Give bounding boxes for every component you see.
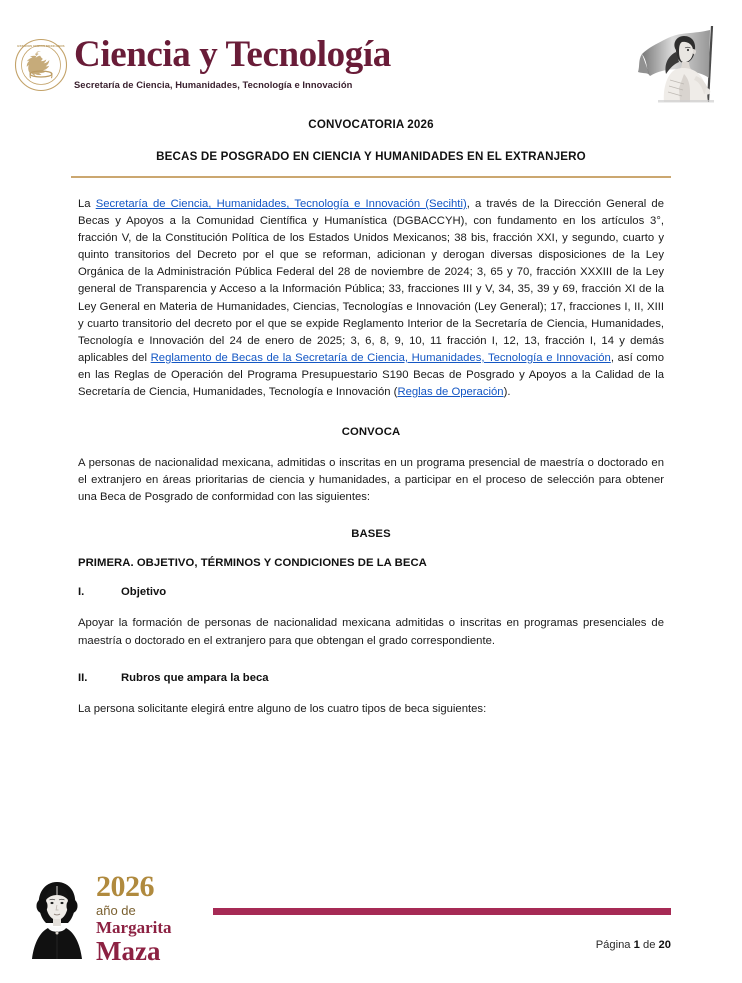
link-secihti[interactable]: Secretaría de Ciencia, Humanidades, Tecnología e Innovación (Secihti) xyxy=(95,198,467,210)
intro-paragraph xyxy=(78,196,664,401)
link-reglas-de-operacion[interactable]: Reglas de Operación xyxy=(397,386,504,399)
list-item-label: Objetivo xyxy=(121,586,167,599)
rubros-paragraph: La persona solicitante elegirá entre alguno de los cuatro tipos de beca siguientes: xyxy=(78,702,487,715)
link-reglamento-becas[interactable]: Reglamento de Becas de la Secretaría de Ciencia, Humanidades, Tecnología e Innovación xyxy=(150,351,611,364)
margarita-maza-branding xyxy=(26,869,172,967)
list-item-label: Rubros que ampara la beca xyxy=(121,671,269,684)
footer-anio-de: año de xyxy=(96,902,136,918)
document-title-block xyxy=(71,118,671,163)
svg-text:ESTADOS UNIDOS MEXICANOS: ESTADOS UNIDOS MEXICANOS xyxy=(17,44,65,49)
brand-wordmark-block xyxy=(74,34,391,91)
woman-with-flag-illustration-icon xyxy=(624,22,728,108)
footer-accent-bar xyxy=(213,908,671,915)
brand-wordmark-subtitle: Secretaría de Ciencia, Humanidades, Tecnología e Innovación xyxy=(74,79,353,90)
list-item-objetivo xyxy=(78,586,664,598)
footer-name-last: Maza xyxy=(96,935,161,966)
footer-year: 2026 xyxy=(96,869,154,903)
list-item-number: II. xyxy=(78,671,88,684)
list-item-number: I. xyxy=(78,586,85,599)
margarita-maza-text-block xyxy=(96,869,172,967)
brand-wordmark: Ciencia y Tecnología xyxy=(74,34,391,75)
page-title: CONVOCATORIA 2026 xyxy=(308,118,434,131)
intro-text-1: La xyxy=(78,198,96,210)
footer-name-first: Margarita xyxy=(96,917,172,937)
page-total: 20 xyxy=(658,939,671,951)
intro-text-4: ). xyxy=(503,386,511,399)
header-divider xyxy=(71,176,671,178)
convoca-paragraph: A personas de nacionalidad mexicana, admitidas o inscritas en un programa presencial de maestría o doctorado en el extranjero en áreas prioritarias de ciencia y humanidades, a participar en el proceso de selección para obtener una Beca de Posgrado de conformidad con las siguientes: xyxy=(78,457,664,504)
convoca-heading: CONVOCA xyxy=(341,426,401,439)
document-footer xyxy=(0,853,742,983)
bases-heading: BASES xyxy=(351,528,391,541)
page-number xyxy=(596,939,671,951)
intro-text-2: , a través de la Dirección General de Becas y Apoyos a la Comunidad Científica y Humanística (DGBACCYH), con fundamento en los artículos 3°, fracción V, de la Constitución Política de los Estados Unidos Mexicanos; 38 bis, fracción XXI, y segundo, cuarto y quinto transitorios del Decreto por el que se reforman, adicionan y derogan diversas disposiciones de la Ley Orgánica de la Administración Pública Federal del 28 de noviembre de 2024; 3, 65 y 70, fracción XXXIII de la Ley general de Transparencia y Acceso a la Información Pública; 33, fracciones III y V, 34, 35, 39 y 69, fracción XI de la Ley General en Materia de Humanidades, Ciencias, Tecnologías e Innovación (Ley General); 17, fracciones I, II, XIII y cuarto transitorio del decreto por el que se expide Reglamento Interior de la Secretaría de Ciencia, Humanidades, Tecnología e Innovación del 24 de enero de 2025; 3, 6, 8, 9, 10, 11 fracción I, 12, 13, fracción I, 14 y demás aplicables del xyxy=(78,198,665,364)
page-current: 1 xyxy=(633,939,640,951)
document-body xyxy=(78,196,664,718)
document-header xyxy=(0,0,742,112)
page-label-prefix: Página xyxy=(595,939,634,951)
page-label-middle: de xyxy=(639,939,659,951)
primera-section-heading: PRIMERA. OBJETIVO, TÉRMINOS Y CONDICIONES DE LA BECA xyxy=(78,557,427,570)
list-item-rubros xyxy=(78,672,664,684)
margarita-maza-portrait-icon xyxy=(26,873,88,967)
page-subtitle: BECAS DE POSGRADO EN CIENCIA Y HUMANIDADES EN EL EXTRANJERO xyxy=(156,150,586,163)
mexico-coat-of-arms-icon xyxy=(14,38,68,92)
intro-text-3: , así como en las Reglas de Operación del Programa Presupuestario S190 Becas de Posgrado y Apoyos a la Calidad de la Secretaría de Ciencia, Humanidades, Tecnología e Innovación ( xyxy=(78,351,664,399)
objetivo-paragraph: Apoyar la formación de personas de nacionalidad mexicana admitidas o inscritas en programas presenciales de maestría o doctorado en el extranjero para que obtengan el grado correspondiente. xyxy=(78,617,664,647)
